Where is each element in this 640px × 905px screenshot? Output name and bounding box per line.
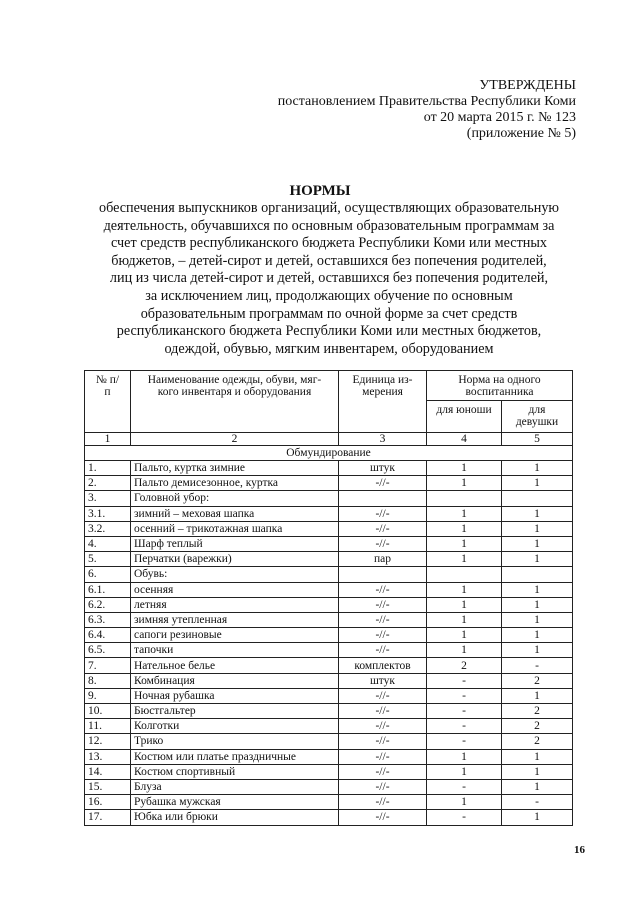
row-norm-girls: 2	[502, 734, 573, 749]
table-row	[85, 688, 573, 703]
row-norm-girls: 1	[502, 643, 573, 658]
approval-date: от 20 марта 2015 г. № 123	[423, 110, 576, 125]
row-item-name: Пальто, куртка зимние	[131, 461, 339, 476]
table-row	[85, 810, 573, 825]
row-number: 2.	[85, 476, 131, 491]
row-item-name: Комбинация	[131, 673, 339, 688]
row-norm-girls: 1	[502, 749, 573, 764]
row-norm-girls: 2	[502, 673, 573, 688]
row-item-name: Костюм или платье праздничные	[131, 749, 339, 764]
table-row	[85, 779, 573, 794]
row-norm-boys: 1	[427, 476, 502, 491]
row-unit: -//-	[339, 795, 427, 810]
table-row	[85, 552, 573, 567]
row-unit: штук	[339, 461, 427, 476]
section-title: Обмундирование	[85, 446, 573, 461]
row-norm-girls: 1	[502, 536, 573, 551]
row-item-name: осенняя	[131, 582, 339, 597]
subtitle-line: республиканского бюджета Республики Коми или местных бюджетов,	[116, 323, 542, 340]
row-number: 11.	[85, 719, 131, 734]
section-row	[85, 446, 573, 461]
row-unit: -//-	[339, 597, 427, 612]
row-unit: пар	[339, 552, 427, 567]
row-item-name: Шарф теплый	[131, 536, 339, 551]
row-norm-boys: 1	[427, 521, 502, 536]
row-norm-boys: -	[427, 810, 502, 825]
table-row	[85, 536, 573, 551]
column-number: 4	[427, 433, 502, 446]
document-title: НОРМЫ	[289, 183, 351, 199]
header-num	[85, 371, 131, 433]
row-item-name: Рубашка мужская	[131, 795, 339, 810]
row-number: 3.	[85, 491, 131, 506]
row-norm-boys: -	[427, 734, 502, 749]
row-number: 6.3.	[85, 612, 131, 627]
row-unit: -//-	[339, 521, 427, 536]
table-row	[85, 491, 573, 506]
row-norm-boys: 1	[427, 597, 502, 612]
row-unit: -//-	[339, 764, 427, 779]
row-norm-boys: -	[427, 673, 502, 688]
row-norm-boys: 1	[427, 536, 502, 551]
row-norm-girls: 1	[502, 688, 573, 703]
header-num-label: № п/п	[95, 374, 120, 398]
row-unit	[339, 491, 427, 506]
row-unit: -//-	[339, 734, 427, 749]
header-name-label: Наименование одежды, обуви, мяг- кого инвентаря и оборудования	[147, 374, 322, 398]
table-row	[85, 658, 573, 673]
row-norm-boys: 1	[427, 612, 502, 627]
subtitle-line: бюджетов, – детей-сирот и детей, оставшихся без попечения родителей,	[111, 252, 547, 269]
column-number: 5	[502, 433, 573, 446]
subtitle-line: лиц из числа детей-сирот и детей, оставшихся без попечения родителей,	[109, 270, 549, 287]
row-norm-girls: 1	[502, 521, 573, 536]
row-number: 15.	[85, 779, 131, 794]
table-row	[85, 521, 573, 536]
row-item-name: Бюстгальтер	[131, 704, 339, 719]
table-row	[85, 719, 573, 734]
header-norm	[427, 371, 573, 401]
row-item-name: зимний – меховая шапка	[131, 506, 339, 521]
row-item-name: Головной убор:	[131, 491, 339, 506]
subtitle-line: за исключением лиц, продолжающих обучение по основным	[145, 287, 513, 304]
subtitle-line: деятельность, обучавшихся по основным образовательным программам за	[103, 217, 555, 234]
row-item-name: летняя	[131, 597, 339, 612]
row-number: 7.	[85, 658, 131, 673]
row-unit: штук	[339, 673, 427, 688]
row-norm-girls: -	[502, 658, 573, 673]
row-number: 3.2.	[85, 521, 131, 536]
row-unit: -//-	[339, 779, 427, 794]
row-norm-boys: 1	[427, 643, 502, 658]
row-unit: комплектов	[339, 658, 427, 673]
row-item-name: Трико	[131, 734, 339, 749]
subtitle-line: образовательным программам по очной форме за счет средств	[140, 305, 518, 322]
row-item-name: тапочки	[131, 643, 339, 658]
row-norm-boys: 1	[427, 552, 502, 567]
row-item-name: Костюм спортивный	[131, 764, 339, 779]
approval-appendix: (приложение № 5)	[466, 126, 576, 141]
subtitle-line: счет средств республиканского бюджета Республики Коми или местных	[111, 235, 547, 252]
row-number: 8.	[85, 673, 131, 688]
row-norm-boys: -	[427, 688, 502, 703]
header-norm-label: Норма на одного воспитанника	[458, 374, 541, 398]
row-norm-boys: 1	[427, 795, 502, 810]
table-row	[85, 764, 573, 779]
row-norm-boys: 1	[427, 506, 502, 521]
header-girls-label: для девушки	[515, 404, 559, 428]
table-row	[85, 612, 573, 627]
row-item-name: Ночная рубашка	[131, 688, 339, 703]
row-unit: -//-	[339, 476, 427, 491]
row-norm-boys: 1	[427, 764, 502, 779]
row-unit	[339, 567, 427, 582]
approval-title: УТВЕРЖДЕНЫ	[479, 78, 576, 93]
row-norm-girls: 1	[502, 582, 573, 597]
row-number: 3.1.	[85, 506, 131, 521]
row-number: 17.	[85, 810, 131, 825]
row-unit: -//-	[339, 506, 427, 521]
row-norm-girls: 1	[502, 628, 573, 643]
table-row	[85, 734, 573, 749]
row-unit: -//-	[339, 643, 427, 658]
row-number: 6.	[85, 567, 131, 582]
row-number: 1.	[85, 461, 131, 476]
header-unit	[339, 371, 427, 433]
row-item-name: сапоги резиновые	[131, 628, 339, 643]
table-row	[85, 673, 573, 688]
header-girls	[502, 401, 573, 433]
row-unit: -//-	[339, 688, 427, 703]
row-norm-boys: -	[427, 704, 502, 719]
row-norm-girls: 1	[502, 612, 573, 627]
subtitle-line: одеждой, обувью, мягким инвентарем, оборудованием	[164, 340, 494, 357]
row-number: 6.1.	[85, 582, 131, 597]
row-norm-girls: 1	[502, 552, 573, 567]
row-norm-boys: 1	[427, 628, 502, 643]
table-row	[85, 461, 573, 476]
row-norm-girls: 2	[502, 704, 573, 719]
row-norm-girls	[502, 491, 573, 506]
row-norm-girls: 1	[502, 779, 573, 794]
row-unit: -//-	[339, 612, 427, 627]
document-subtitle	[74, 200, 584, 358]
table-row	[85, 582, 573, 597]
subtitle-line: обеспечения выпускников организаций, осуществляющих образовательную	[98, 200, 560, 216]
column-number: 1	[85, 433, 131, 446]
row-number: 6.4.	[85, 628, 131, 643]
header-name	[131, 371, 339, 433]
approval-issuer: постановлением Правительства Республики Коми	[277, 94, 576, 109]
table-row	[85, 476, 573, 491]
row-norm-boys: 1	[427, 749, 502, 764]
row-number: 6.2.	[85, 597, 131, 612]
row-number: 5.	[85, 552, 131, 567]
row-unit: -//-	[339, 704, 427, 719]
header-unit-label: Единица из- мерения	[352, 374, 413, 398]
table-row	[85, 506, 573, 521]
row-norm-girls: 1	[502, 810, 573, 825]
row-item-name: Пальто демисезонное, куртка	[131, 476, 339, 491]
row-norm-girls: 1	[502, 506, 573, 521]
row-number: 12.	[85, 734, 131, 749]
row-item-name: Перчатки (варежки)	[131, 552, 339, 567]
row-unit: -//-	[339, 719, 427, 734]
approval-block	[278, 78, 576, 142]
page-number: 16	[574, 844, 585, 856]
row-number: 14.	[85, 764, 131, 779]
table-row	[85, 749, 573, 764]
row-number: 13.	[85, 749, 131, 764]
row-item-name: зимняя утепленная	[131, 612, 339, 627]
row-item-name: осенний – трикотажная шапка	[131, 521, 339, 536]
row-item-name: Обувь:	[131, 567, 339, 582]
row-norm-girls	[502, 567, 573, 582]
row-norm-girls: 1	[502, 597, 573, 612]
row-item-name: Блуза	[131, 779, 339, 794]
table-row	[85, 567, 573, 582]
row-number: 16.	[85, 795, 131, 810]
row-number: 6.5.	[85, 643, 131, 658]
row-unit: -//-	[339, 628, 427, 643]
norms-table	[84, 370, 573, 826]
row-item-name: Нательное белье	[131, 658, 339, 673]
row-norm-boys	[427, 491, 502, 506]
row-item-name: Юбка или брюки	[131, 810, 339, 825]
row-norm-girls: 1	[502, 476, 573, 491]
row-norm-boys: 2	[427, 658, 502, 673]
table-row	[85, 597, 573, 612]
header-boys: для юноши	[427, 401, 502, 433]
column-number: 3	[339, 433, 427, 446]
row-unit: -//-	[339, 582, 427, 597]
table-row	[85, 704, 573, 719]
table-row	[85, 643, 573, 658]
row-norm-girls: 1	[502, 461, 573, 476]
row-norm-girls: 1	[502, 764, 573, 779]
column-number: 2	[131, 433, 339, 446]
row-norm-boys	[427, 567, 502, 582]
column-number-row	[85, 433, 573, 446]
row-number: 4.	[85, 536, 131, 551]
row-number: 9.	[85, 688, 131, 703]
row-unit: -//-	[339, 536, 427, 551]
row-norm-girls: -	[502, 795, 573, 810]
row-norm-boys: 1	[427, 582, 502, 597]
row-norm-boys: -	[427, 779, 502, 794]
row-unit: -//-	[339, 810, 427, 825]
table-row	[85, 628, 573, 643]
row-norm-girls: 2	[502, 719, 573, 734]
row-unit: -//-	[339, 749, 427, 764]
row-norm-boys: 1	[427, 461, 502, 476]
table-row	[85, 795, 573, 810]
row-number: 10.	[85, 704, 131, 719]
row-item-name: Колготки	[131, 719, 339, 734]
row-norm-boys: -	[427, 719, 502, 734]
